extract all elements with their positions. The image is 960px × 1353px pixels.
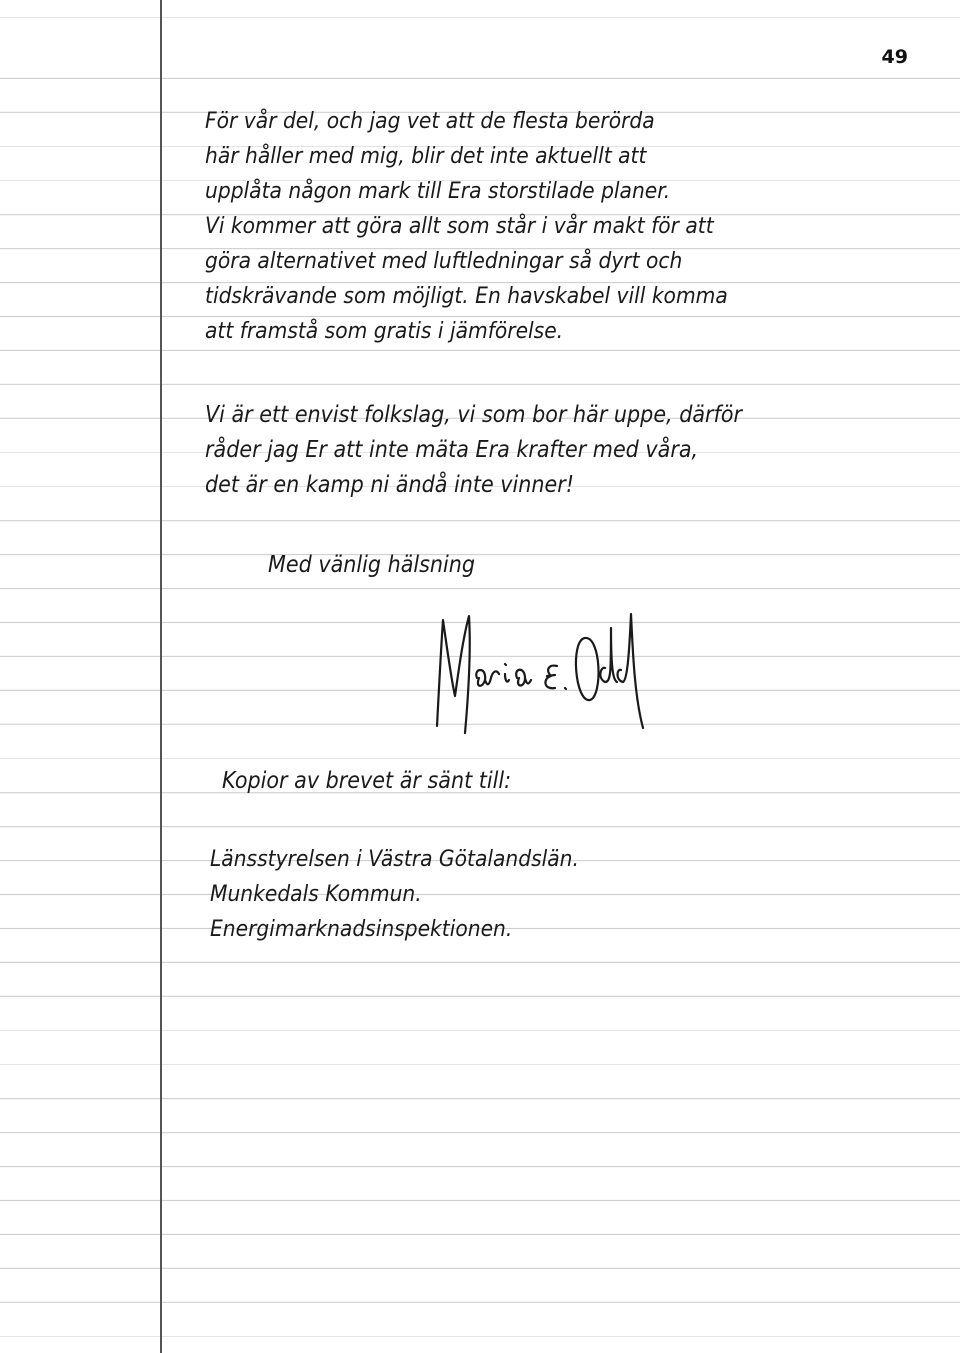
paragraph-1-line-1: För vår del, och jag vet att de flesta berörda: [205, 108, 655, 134]
recipient-2: Munkedals Kommun.: [210, 881, 422, 907]
paragraph-1-line-2: här håller med mig, blir det inte aktuellt att: [205, 143, 647, 169]
paragraph-2-line-2: råder jag Er att inte mäta Era krafter med våra,: [205, 437, 699, 463]
handwritten-signature: [425, 608, 665, 738]
paragraph-1-line-3: upplåta någon mark till Era storstilade planer.: [205, 178, 671, 204]
paragraph-1-line-4: Vi kommer att göra allt som står i vår makt för att: [205, 213, 714, 239]
page-number: 49: [881, 46, 908, 68]
paragraph-1-line-7: att framstå som gratis i jämförelse.: [205, 318, 564, 344]
paragraph-2-line-3: det är en kamp ni ändå inte vinner!: [205, 472, 575, 498]
margin-line: [160, 0, 162, 1353]
copies-heading: Kopior av brevet är sänt till:: [222, 768, 512, 794]
recipient-1: Länsstyrelsen i Västra Götalandslän.: [210, 846, 579, 872]
paragraph-1-line-5: göra alternativet med luftledningar så dyrt och: [205, 248, 683, 274]
recipient-3: Energimarknadsinspektionen.: [210, 916, 513, 942]
recipients-list: [210, 842, 579, 947]
paragraph-1: [205, 104, 728, 349]
paragraph-2-line-1: Vi är ett envist folkslag, vi som bor här uppe, därför: [205, 402, 743, 428]
paragraph-1-line-6: tidskrävande som möjligt. En havskabel vill komma: [205, 283, 728, 309]
closing-greeting: Med vänlig hälsning: [268, 552, 476, 578]
paragraph-2: [205, 398, 742, 503]
